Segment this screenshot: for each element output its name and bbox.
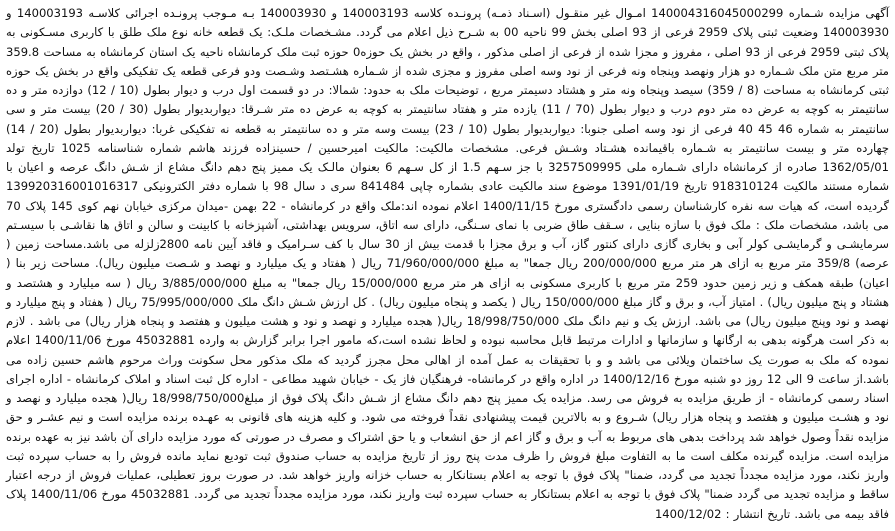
auction-notice-text: آگهی مزایده شـماره 140004316045000299 امـوال غیر منقـول (اسـناد ذمـه) پرونـده کلاسه 140003193 و 140003930 بـه مـوجب پرونـده اجرائی کلاسـه 140003193 و 140003930 وضعیت ثبتی پلاک 2959 فرعی از 93 اصلی بخش 99 ناحیه 00 به شـرح ذیل اعلام می گردد. مشـخصات ملـک: یک قطعه خانه نوع ملک طلق با کاربری مسـکونی به پلاک ثبتی 2959 فرعی از 93 اصلی ، مفروز و مجزا شده از فرعی از اصلی مذکور ، واقع در بخش یک حوزه0 حوزه ثبت ملک کرمانشاه ناحیه یک استان کرمانشاه به مساحت 359.8 متر مربع متن ملک شـماره دو هزار ونهصد وپنجاه ونه فرعی از نود وسه اصلی مفروز و مجزی شده از شـماره هشـتصد وشـصت ودو فرعی قطعه یک تفکیکی واقع در بخش یک حوزه ثبتی کرمانشاه به مساحت (8 / 359) سیصد وپنجاه ونه متر و هشتاد دسیمتر مربع ، توضیحات ملک به حدود: شمالا: در دو قسمت اول درب و دیوار بطول (10 / 12) دوازده متر و ده سانتیمتر به کوچه به عرض ده متر دوم درب و دیوار بطول (70 / 11) یازده متر و هفتاد سانتیمتر به کوچه به عرض ده متر شـرقا: دیواربدیوار بطول (30 / 20) بیست متر و سی سانتیمتر به شماره 46 45 40 فرعی از نود وسه اصلی جنوبا: دیواربدیوار بطول (10 / 23) بیست وسه متر و ده سانتیمتر به قطعه نه تفکیکی غربا: دیواربدیوار بطول (20 / 14) چهارده متر و بیست سانتیمتر به شـماره باقیمانده هشـتاد وشـش فرعی. مشخصات مالکیت: مالکیت امیرحسین / حسینزاده فرزند هاشم شماره شناسنامه 1025 تاریخ تولد 1362/05/01 صادره از کرمانشاه دارای شـماره ملی 3257509995 با جز سـهم 1.5 از کل سـهم 6 بعنوان مالـک یک ممیز پنج دهم دانگ مشاع از شـش دانگ عرصه و اعیان با شماره مستند مالکیت 918310124 تاریخ 1391/01/19 موضوع سند مالکیت عادی بشماره چاپی 841484 سری د سال 98 با شماره دفتر الکترونیکی 139920316001016317 گردیده است، که هیات سه نفره کارشناسان رسمی دادگستری مورخ 1400/11/15 اعلام نموده اند:ملک واقع در کرمانشاه - 22 بهمن -میدان مرکزی خیابان نهم کوی 145 پلاک 70 می باشد، مشخصات ملک : ملک فوق با سازه بنایی ، سـقف طاق ضربی با نمای سـنگی، دارای سه اتاق، سرویس بهداشتی، آشپزخانه با کابینت و سالن و اتاق ها نقاشـی با سیسـتم سرمایشـی و گرمایشـی کولر آبی و بخاری گازی دارای کنتور گاز، آب و برق مجزا با قدمت بیش از 30 سال با کف سـرامیک و فاقد آیین نامه 2800زلزله می باشد.مساحت زمین ( عرصه) 359/8 متر مربع به ازای هر متر مربع 200/000/000 ریال جمعا" به مبلغ 71/960/000/000 ریال ( هفتاد و یک میلیارد و نهصد و شـصت میلیون ریال). مساحت زیر بنا ( اعیان) طبقه همکف و زیر زمین حدود 259 متر مربع با کاربری مسکونی به ازای هر متر مربع 15/000/000 ریال جمعا" به مبلغ 3/885/000/000 ریال ( سه میلیارد و هشتصد و هشتاد و پنج میلیون ریال) . امتیاز آب، و برق و گاز مبلغ 150/000/000 ریال ( یکصد و پنجاه میلیون ریال) . کل ارزش شـش دانگ ملک 75/995/000/000 ریال ( هفتاد و پنج میلیارد و نهصد و نود وپنج میلیون ریال) می باشد. ارزش یک و نیم دانگ ملک 18/998/750/000 ریال( هجده میلیارد و نهصد و نود و هشت میلیون و هفتصد و پنجاه هزار ریال) می باشد . لازم به ذکر است هرگونه بدهی به ارگانها و سازمانها و ادارات مرتبط قابل محاسبه نبوده و لحاظ نشده است،که مامور اجرا برابر گزارش به وارده 45032881 مورخ 1400/11/06 اعلام نموده که ملک به صورت یک ساختمان ویلائی می باشد و و با تحقیقات به عمل آمده از اهالی محل مجرز گردید که ملک مذکور محل سکونت وراث مرحوم هاشم حسین زاده می باشد.از ساعت 9 الی 12 روز دو شنبه مورخ 1400/12/16 در اداره واقع در کرمانشاه- فرهنگیان فاز یک - خیابان شهید مطاعی - اداره کل ثبت اسناد و املاک کرمانشاه - اداره اجرای اسناد رسمی کرمانشاه - از طریق مزایده به فروش می رسد. مزایده یک ممیز پنج دهم دانگ مشاع از شـش دانگ پلاک فوق از مبلغ18/998/750/000 ریال( هجده میلیارد و نهصد و نود و هشـت میلیون و هفتصد و پنجاه هزار ریال) شـروع و به بالاترین قیمت پیشنهادی نقداً فروخته می شود. و کلیه هزینه های قانونی به عهـده برنده مزایده است و نیم عشـر و حق مزایده نقداً وصول خواهد شد پرداخت بدهی های مربوط به آب و برق و گاز اعم از حق انشعاب و یا حق اشتراک و مصرف در صورتی که مورد مزایده دارای آن باشد نیز به عهده برنده مزایده است. مزایده گیرنده مکلف است ما به التفاوت مبلغ فروش را ظرف مدت پنج روز از تاریخ مزایده به حساب صندوق ثبت تودیع نماید مانده فروش را به حساب سپرده ثبت واریز نکند، مورد مزایده مجدداً تجدید می گردد، ضمنا" پلاک فوق با توجه به اعلام بستانکار به حساب خزانه واریز خواهد شد. در صورت بروز تعطیلی، عملیات فروش از درجه اعتبار ساقط و مزایده تجدید می گردد ضمنا" پلاک فوق با توجه به اعلام بستانکار به حساب سپرده ثبت واریز نکند، مورد مزایده مجدداً تجدید می گردد. 45032881 مورخ 1400/11/06 پلاک فاقد بیمه می باشد. تاریخ انتشار : 1400/12/02	[6, 6, 890, 521]
